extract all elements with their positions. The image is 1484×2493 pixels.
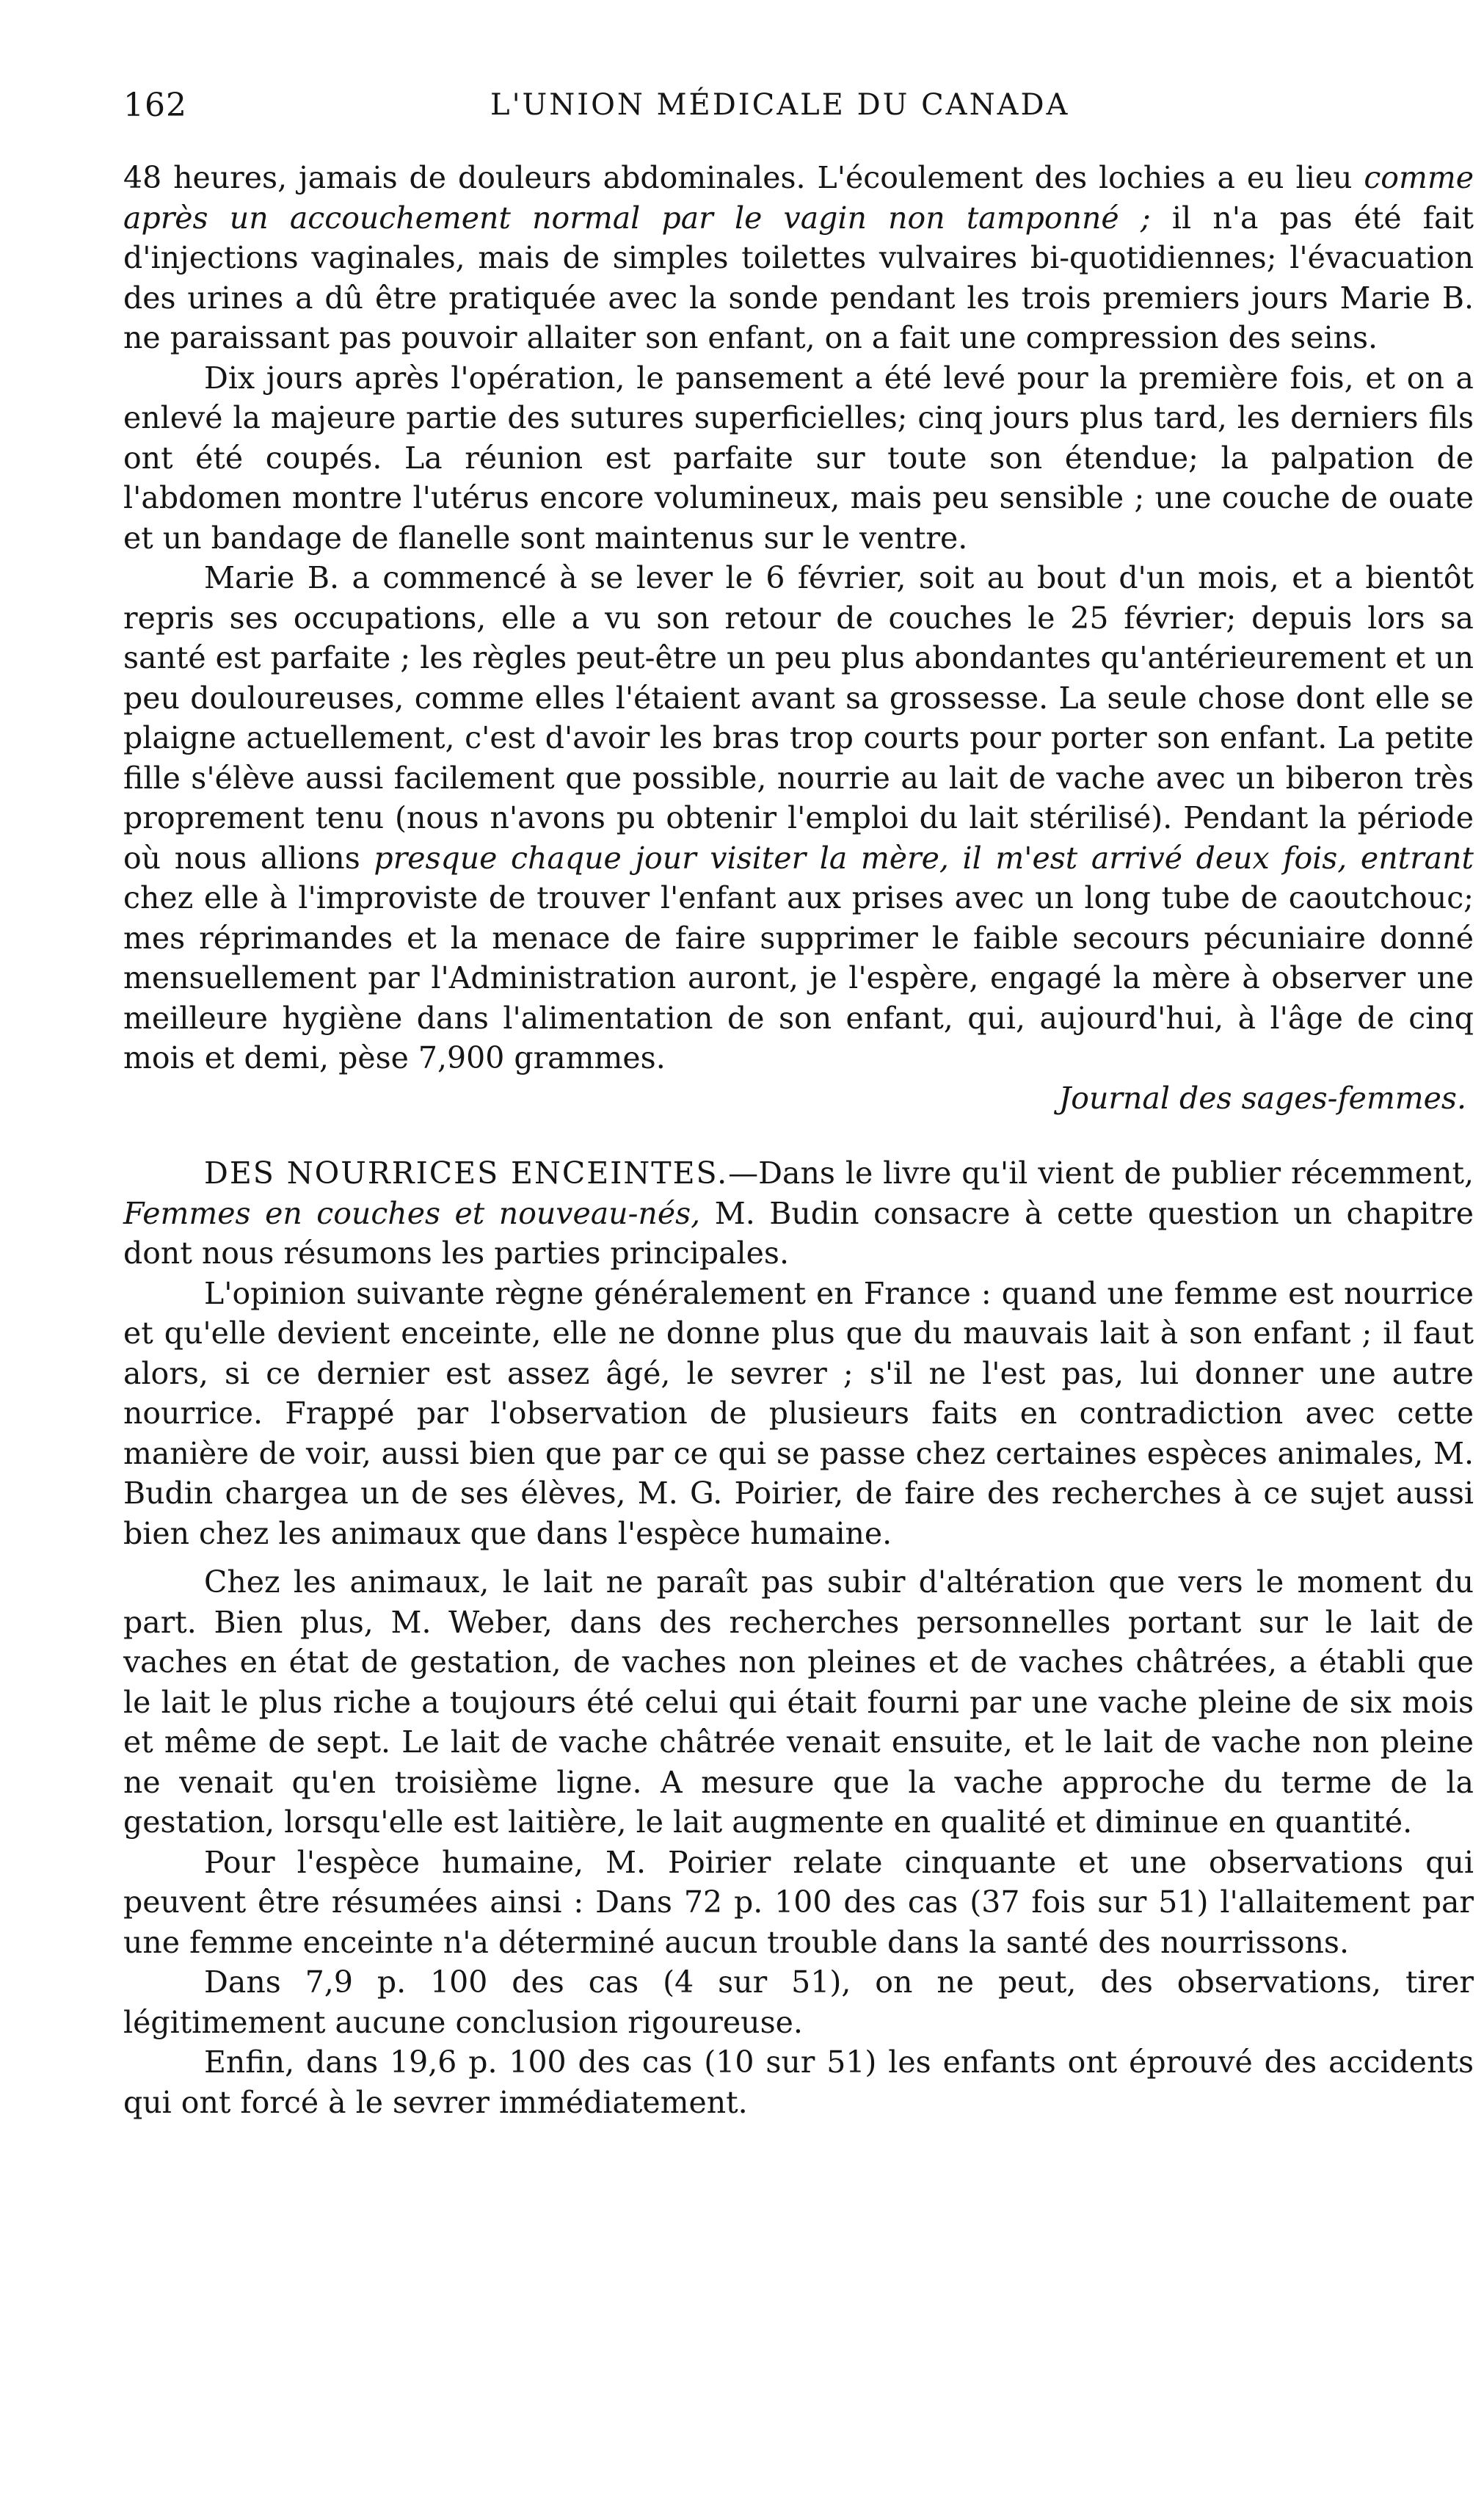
section-paragraph-1: L'opinion suivante règne généralement en France : quand une femme est nourrice et qu'elle devient enceinte, elle ne donne plus que du mauvais lait à son enfant ; il faut alors, si ce dernier est assez âgé, le sevrer ; s'il ne l'est pas, lui donner une autre nourrice. Frappé par l'observation de plusieurs faits en contradiction avec cette manière de voir, aussi bien que par ce qui se passe chez certaines espèces animales, M. Budin chargea un de ses élèves, M. G. Poirier, de faire des recherches à ce sujet aussi bien chez les animaux que dans l'espèce humaine. (123, 1275, 1474, 1551)
section-paragraph-3: Pour l'espèce humaine, M. Poirier relate cinquante et une observations qui peuvent être résumées ainsi : Dans 72 p. 100 des cas (37 fois sur 51) l'allaitement par une femme enceinte n'a déterminé aucun trouble dans la santé des nourrissons. (123, 1844, 1474, 1960)
section-paragraph-5: Enfin, dans 19,6 p. 100 des cas (10 sur 51) les enfants ont éprouvé des accidents qui ont forcé à le sevrer immédiatement. (123, 2044, 1474, 2120)
section-paragraph-2: Chez les animaux, le lait ne paraît pas subir d'altération que vers le moment du part. Bien plus, M. Weber, dans des recherches personnelles portant sur le lait de vaches en état de gestation, de vaches non pleines et de vaches châtrées, a établi que le lait le plus riche a toujours été celui qui était fourni par une vache pleine de six mois et même de sept. Le lait de vache châtrée venait ensuite, et le lait de vache non pleine ne venait qu'en troisième ligne. A mesure que la vache approche du terme de la gestation, lorsqu'elle est laitière, le lait augmente en qualité et diminue en quantité. (123, 1564, 1474, 1840)
section-paragraph-4: Dans 7,9 p. 100 des cas (4 sur 51), on ne peut, des observations, tirer légitimement aucune conclusion rigoureuse. (123, 1964, 1474, 2040)
section-title: DES NOURRICES ENCEINTES. (204, 1155, 729, 1191)
section-lead-paragraph: DES NOURRICES ENCEINTES.—Dans le livre qu'il vient de publier récemment, Femmes en couches et nouveau-nés, M. Budin consacre à cette question un chapitre dont nous résumons les parties principales. (123, 1155, 1474, 1271)
page-header (123, 87, 1474, 138)
page-number: 162 (123, 87, 187, 124)
source-citation: Journal des sages-femmes. (1058, 1080, 1466, 1116)
page-body (123, 158, 1474, 2122)
paragraph-3-emphasis: presque chaque jour visiter la mère, il m'est arrivé deux fois, entrant (374, 840, 1474, 876)
running-head: L'UNION MÉDICALE DU CANADA (490, 88, 1070, 122)
paragraph-1-emphasis: comme après un accouchement normal par le vagin non tamponné ; (123, 160, 1474, 236)
book-title: Femmes en couches et nouveau-nés, (123, 1195, 701, 1231)
paragraph-3: Marie B. a commencé à se lever le 6 février, soit au bout d'un mois, et a bientôt repris ses occupations, elle a vu son retour de couches le 25 février; depuis lors sa santé est parfaite ; les règles peut-être un peu plus abondantes qu'antérieurement et un peu douloureuses, comme elles l'étaient avant sa grossesse. La seule chose dont elle se plaigne actuellement, c'est d'avoir les bras trop courts pour porter son enfant. La petite fille s'élève aussi facilement que possible, nourrie au lait de vache avec un biberon très proprement tenu (nous n'avons pu obtenir l'emploi du lait stérilisé). Pendant la période où nous allions presque chaque jour visiter la mère, il m'est arrivé deux fois, entrant chez elle à l'improviste de trouver l'enfant aux prises avec un long tube de caoutchouc; mes réprimandes et la menace de faire supprimer le faible secours pécuniaire donné mensuellement par l'Administration auront, je l'espère, engagé la mère à observer une meilleure hygiène dans l'alimentation de son enfant, qui, aujourd'hui, à l'âge de cinq mois et demi, pèse 7,900 grammes. (123, 560, 1474, 1075)
paragraph-2: Dix jours après l'opération, le pansement a été levé pour la première fois, et on a enlevé la majeure partie des sutures superficielles; cinq jours plus tard, les derniers fils ont été coupés. La réunion est parfaite sur toute son étendue; la palpation de l'abdomen montre l'utérus encore volumineux, mais peu sensible ; une couche de ouate et un bandage de flanelle sont maintenus sur le ventre. (123, 360, 1474, 556)
section-nourrices-enceintes (123, 1153, 1474, 2122)
paragraph-1: 48 heures, jamais de douleurs abdominales. L'écoulement des lochies a eu lieu comme après un accouchement normal par le vagin non tamponné ; il n'a pas été fait d'injections vaginales, mais de simples toilettes vulvaires bi-quotidiennes; l'évacuation des urines a dû être pratiquée avec la sonde pendant les trois premiers jours Marie B. ne paraissant pas pouvoir allaiter son enfant, on a fait une compression des seins. (123, 160, 1474, 355)
